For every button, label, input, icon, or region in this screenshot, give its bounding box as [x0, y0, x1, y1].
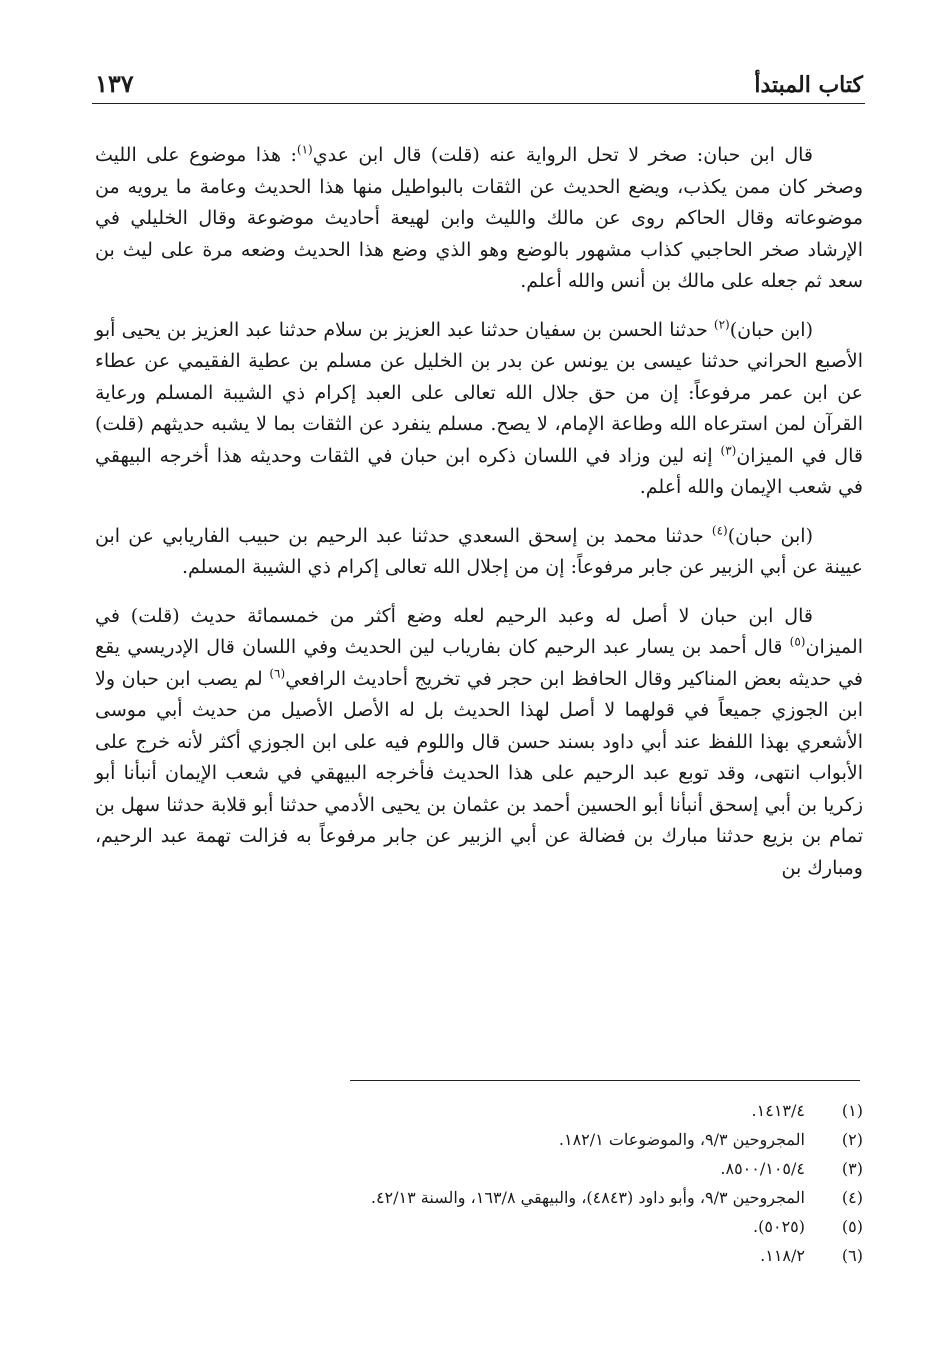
footnote-ref: (٥) — [789, 634, 806, 649]
body-text — [95, 140, 863, 901]
footnote-ref: (١) — [296, 142, 313, 157]
footnote-ref: (٦) — [269, 666, 286, 681]
footnote — [95, 1154, 863, 1183]
footnote-rule — [350, 1080, 860, 1081]
paragraph-text: قال أحمد بن يسار عبد الرحيم كان بفارياب لين الحديث وفي اللسان قال الإدريسي يقع في حديثه بعض المناكير وقال الحافظ ابن حجر في تخريج أحاديث الرافعي — [95, 636, 863, 690]
footnote — [95, 1096, 863, 1125]
footnote-text: (٥٠٢٥). — [753, 1217, 805, 1236]
footnote-ref: (٢) — [713, 317, 730, 332]
footnote-number: (١) — [841, 1101, 863, 1120]
footnote — [95, 1212, 863, 1241]
footnote-number: (٤) — [841, 1188, 863, 1207]
footnote-number: (٣) — [841, 1159, 863, 1178]
paragraph-text: (ابن حبان) — [727, 524, 813, 547]
paragraph-text: حدثنا الحسن بن سفيان حدثنا عبد العزيز بن سلام حدثنا عبد العزيز بن يحيى أبو الأصبع الحراني حدثنا عيسى بن يونس عن بدر بن الخليل عن مسلم بن عطية الفقيمي عن عطاء عن ابن عمر مرفوعاً: إن من حق جلال الله تعالى على العبد إكرام ذي الشيبة المسلم ورعاية القرآن لمن استرعاه الله وطاعة الإمام، لا يصح. مسلم ينفرد عن الثقات بما لا يشبه حديثهم (قلت) قال في الميزان — [95, 318, 863, 467]
footnote-number: (٢) — [841, 1130, 863, 1149]
paragraph — [95, 601, 863, 885]
footnote-text: المجروحين ٩/٣، وأبو داود (٤٨٤٣)، والبيهقي ١٦٣/٨، والسنة ٤٢/١٣. — [370, 1188, 805, 1207]
footnote — [95, 1241, 863, 1270]
paragraph-text: قال ابن حبان: صخر لا تحل الرواية عنه (قلت) قال ابن عدي — [312, 144, 813, 166]
page-number: ١٣٧ — [95, 69, 134, 98]
footnote-text: المجروحين ٩/٣، والموضوعات ١٨٢/١. — [558, 1130, 805, 1149]
header-rule — [92, 103, 865, 104]
paragraph — [95, 315, 863, 504]
running-header — [95, 58, 863, 98]
book-title: كتاب المبتدأ — [754, 72, 863, 98]
paragraph-text: (ابن حبان) — [729, 318, 813, 341]
footnote-text: ١٤١٣/٤. — [751, 1101, 805, 1120]
paragraph — [95, 521, 863, 584]
footnote-text: ١١٨/٢. — [760, 1246, 805, 1265]
paragraph-text: : هذا موضوع على الليث وصخر كان ممن يكذب، ويضع الحديث عن الثقات بالبواطيل منها هذا الحديث وعامة ما يرويه من موضوعاته وقال الحاكم روى عن مالك والليث وابن لهيعة أحاديث موضوعة وقال الخليلي في الإرشاد صخر الحاجبي كذاب مشهور بالوضع وهو الذي وضع هذا الحديث وضعه مرة على ليث بن سعد ثم جعله على مالك بن أنس والله أعلم. — [95, 144, 863, 292]
footnote — [95, 1125, 863, 1154]
footnote-ref: (٣) — [720, 443, 737, 458]
paragraph-text: إنه لين وزاد في اللسان ذكره ابن حبان في الثقات وحديثه هذا أخرجه البيهقي في شعب الإيمان والله أعلم. — [95, 444, 863, 498]
footnote — [95, 1183, 863, 1212]
paragraph — [95, 140, 863, 298]
footnote-text: ٨٥٠٠/١٠٥/٤. — [720, 1159, 805, 1178]
paragraph-text: حدثنا محمد بن إسحق السعدي حدثنا عبد الرحيم بن حبيب الفاريابي عن ابن عيينة عن أبي الزبير عن جابر مرفوعاً: إن من إجلال الله تعالى إكرام ذي الشيبة المسلم. — [95, 524, 863, 578]
footnote-number: (٦) — [841, 1246, 863, 1265]
footnotes — [95, 1096, 863, 1270]
footnote-ref: (٤) — [711, 523, 728, 538]
footnote-number: (٥) — [841, 1217, 863, 1236]
paragraph-text: قال ابن حبان لا أصل له وعبد الرحيم لعله وضع أكثر من خمسمائة حديث (قلت) في الميزان — [95, 604, 863, 658]
paragraph-text: لم يصب ابن حبان ولا ابن الجوزي جميعاً في قولهما لا أصل لهذا الحديث بل له الأصل الأصيل من حديث أبي موسى الأشعري بهذا اللفظ عند أبي داود بسند حسن قال واللوم فيه على ابن الجوزي أكثر لأنه خرج على الأبواب انتهى، وقد توبع عبد الرحيم على هذا الحديث فأخرجه البيهقي في شعب الإيمان أنبأنا أبو زكريا بن أبي إسحق أنبأنا أبو الحسين أحمد بن عثمان بن يحيى الأدمي حدثنا أبو قلابة حدثنا سهل بن تمام بن بزيع حدثنا مبارك بن فضالة عن أبي الزبير عن جابر مرفوعاً به فزالت تهمة عبد الرحيم، ومبارك بن — [95, 667, 863, 879]
